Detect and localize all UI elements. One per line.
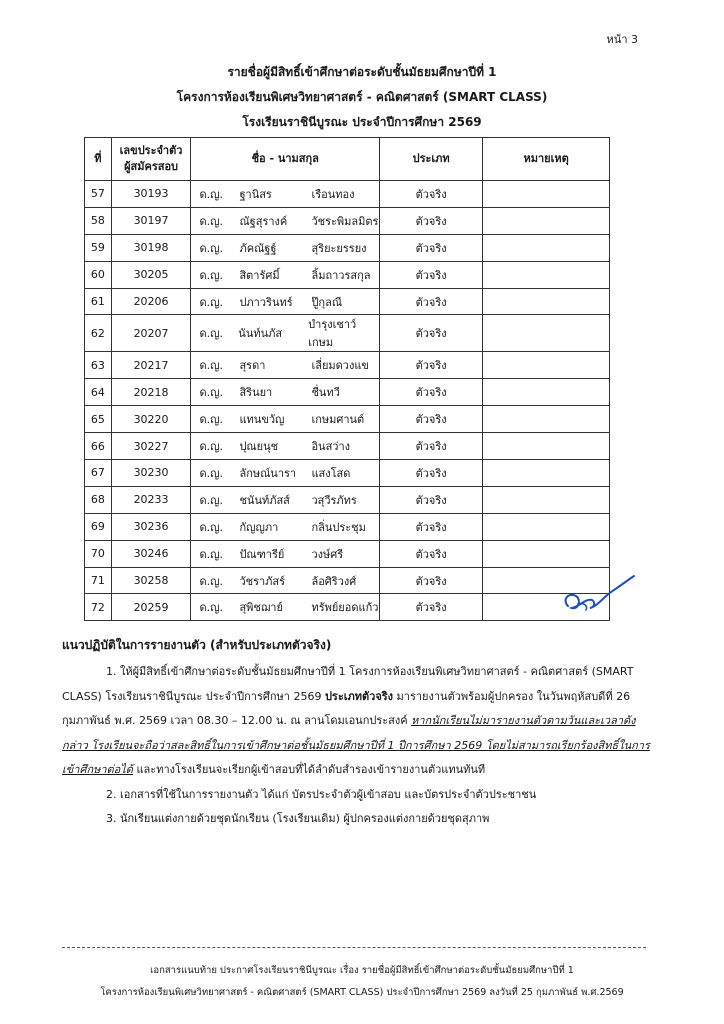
- footer-line-2: โครงการห้องเรียนพิเศษวิทยาศาสตร์ - คณิตศาสตร์ (SMART CLASS) ประจำปีการศึกษา 2569 ลงวันที่ 25 กุมภาพันธ์ พ.ศ.2569: [100, 987, 624, 998]
- table-header-row: [85, 138, 610, 181]
- cell-type: ตัวจริง: [380, 234, 483, 261]
- cell-applicant-id: 20206: [111, 288, 191, 315]
- cell-applicant-id: 20217: [111, 352, 191, 379]
- guideline-1-bold: ประเภทตัวจริง: [324, 689, 394, 703]
- table-row: [85, 315, 610, 352]
- cell-type: ตัวจริง: [380, 352, 483, 379]
- first-name: สิตารัศมิ์: [239, 268, 280, 282]
- name-prefix: ด.ญ.: [199, 440, 223, 454]
- last-name: กลิ่นประชุม: [311, 520, 366, 534]
- cell-applicant-id: 30193: [111, 181, 191, 208]
- last-name: ทรัพย์ยอดแก้ว: [311, 601, 379, 615]
- first-name: ณัฐสุรางค์: [239, 214, 288, 228]
- cell-type: ตัวจริง: [380, 288, 483, 315]
- cell-applicant-id: 30205: [111, 261, 191, 288]
- last-name: วัชระพิมลมิตร: [311, 214, 379, 228]
- first-name: กัญญภา: [239, 520, 279, 534]
- guideline-item-1: [62, 660, 654, 783]
- table-row: [85, 352, 610, 379]
- roster-body: [85, 181, 610, 621]
- guideline-1-part-c: และทางโรงเรียนจะเรียกผู้เข้าสอบที่ได้ลำดับสำรองเข้ารายงานตัวแทนทันที: [132, 763, 486, 776]
- cell-no: 62: [85, 315, 112, 352]
- cell-note: [483, 207, 610, 234]
- cell-applicant-id: 30236: [111, 513, 191, 540]
- cell-name: [191, 234, 380, 261]
- cell-name: [191, 567, 380, 594]
- cell-no: 59: [85, 234, 112, 261]
- cell-type: ตัวจริง: [380, 486, 483, 513]
- last-name: ล้อศิริวงศ์: [311, 574, 357, 588]
- name-prefix: ด.ญ.: [199, 466, 223, 480]
- table-row: [85, 460, 610, 487]
- title-line-3: โรงเรียนราชินีบูรณะ ประจำปีการศึกษา 2569: [242, 115, 482, 129]
- cell-no: 71: [85, 567, 112, 594]
- cell-no: 68: [85, 486, 112, 513]
- cell-type: ตัวจริง: [380, 406, 483, 433]
- cell-note: [483, 234, 610, 261]
- first-name: ลักษณ์นารา: [239, 466, 297, 480]
- cell-note: [483, 540, 610, 567]
- table-row: [85, 567, 610, 594]
- cell-type: ตัวจริง: [380, 433, 483, 460]
- cell-name: [191, 433, 380, 460]
- cell-no: 63: [85, 352, 112, 379]
- name-prefix: ด.ญ.: [199, 214, 223, 228]
- name-prefix: ด.ญ.: [199, 187, 223, 201]
- cell-no: 58: [85, 207, 112, 234]
- cell-name: [191, 207, 380, 234]
- cell-type: ตัวจริง: [380, 567, 483, 594]
- cell-applicant-id: 30198: [111, 234, 191, 261]
- table-row: [85, 261, 610, 288]
- cell-applicant-id: 30258: [111, 567, 191, 594]
- last-name: เรือนทอง: [311, 187, 355, 201]
- header-name: ชื่อ - นามสกุล: [191, 138, 380, 181]
- first-name: สุรดา: [239, 359, 266, 373]
- table-row: [85, 406, 610, 433]
- first-name: ฐานิสร: [239, 187, 272, 201]
- guideline-item-3: 3. นักเรียนแต่งกายด้วยชุดนักเรียน (โรงเรียนเดิม) ผู้ปกครองแต่งกายด้วยชุดสุภาพ: [106, 812, 490, 825]
- cell-note: [483, 460, 610, 487]
- cell-type: ตัวจริง: [380, 181, 483, 208]
- cell-note: [483, 288, 610, 315]
- page-number: หน้า 3: [606, 33, 638, 46]
- cell-name: [191, 315, 380, 352]
- guidelines-body: [62, 660, 654, 832]
- header-id-line1: เลขประจำตัว: [119, 144, 183, 157]
- cell-note: [483, 379, 610, 406]
- cell-no: 57: [85, 181, 112, 208]
- name-prefix: ด.ญ.: [199, 268, 223, 282]
- table-row: [85, 207, 610, 234]
- table-row: [85, 594, 610, 621]
- cell-name: [191, 513, 380, 540]
- first-name: ภัคณัฐฐ์: [239, 241, 277, 255]
- guideline-1-part-b: มารายงานตัวพร้อมผู้ปกครอง ในวันพฤหัสบดีที่ 26 กุมภาพันธ์ พ.ศ. 2569 เวลา 08.30 – 12.00 น. ณ ลานโดมเอนกประสงค์: [62, 689, 631, 727]
- first-name: แทนขวัญ: [239, 413, 285, 427]
- cell-name: [191, 406, 380, 433]
- cell-name: [191, 486, 380, 513]
- cell-type: ตัวจริง: [380, 379, 483, 406]
- cell-applicant-id: 20233: [111, 486, 191, 513]
- cell-applicant-id: 30197: [111, 207, 191, 234]
- table-row: [85, 288, 610, 315]
- cell-type: ตัวจริง: [380, 594, 483, 621]
- name-prefix: ด.ญ.: [199, 327, 223, 341]
- cell-note: [483, 433, 610, 460]
- cell-applicant-id: 20259: [111, 594, 191, 621]
- name-prefix: ด.ญ.: [199, 413, 223, 427]
- last-name: เลี่ยมดวงแข: [311, 359, 369, 373]
- cell-name: [191, 379, 380, 406]
- first-name: สุพิชฌาย์: [239, 601, 283, 615]
- document-title: [0, 60, 724, 135]
- last-name: เกษมศานต์: [311, 413, 365, 427]
- last-name: บำรุงเชาว์เกษม: [308, 318, 357, 350]
- cell-note: [483, 352, 610, 379]
- first-name: นันท์นภัส: [238, 327, 283, 341]
- footer-divider: [62, 947, 646, 948]
- cell-applicant-id: 30220: [111, 406, 191, 433]
- cell-no: 65: [85, 406, 112, 433]
- header-id: [111, 138, 191, 181]
- footer: [0, 960, 724, 1004]
- guideline-item-2: 2. เอกสารที่ใช้ในการรายงานตัว ได้แก่ บัตรประจำตัวผู้เข้าสอบ และบัตรประจำตัวประชาชน: [106, 787, 537, 801]
- cell-no: 69: [85, 513, 112, 540]
- header-no: ที่: [85, 138, 112, 181]
- guideline-1-part-a: 1. ให้ผู้มีสิทธิ์เข้าศึกษาต่อระดับชั้นมัธยมศึกษาปีที่ 1 โครงการห้องเรียนพิเศษวิทยาศาสตร์ - คณิตศาสตร์ (SMART CLASS) โรงเรียนราชินีบูรณะ ประจำปีการศึกษา 2569: [62, 665, 634, 703]
- table-row: [85, 433, 610, 460]
- last-name: อินสว่าง: [311, 440, 351, 454]
- header-id-line2: ผู้สมัครสอบ: [124, 160, 179, 173]
- cell-no: 70: [85, 540, 112, 567]
- cell-note: [483, 486, 610, 513]
- first-name: ชนันท์ภัสส์: [239, 493, 290, 507]
- table-row: [85, 513, 610, 540]
- header-type: ประเภท: [380, 138, 483, 181]
- cell-name: [191, 460, 380, 487]
- cell-name: [191, 288, 380, 315]
- cell-type: ตัวจริง: [380, 207, 483, 234]
- title-line-2: โครงการห้องเรียนพิเศษวิทยาศาสตร์ - คณิตศาสตร์ (SMART CLASS): [176, 90, 548, 104]
- guidelines-title: แนวปฏิบัติในการรายงานตัว (สำหรับประเภทตัวจริง): [62, 638, 332, 652]
- footer-line-1: เอกสารแนบท้าย ประกาศโรงเรียนราชินีบูรณะ เรื่อง รายชื่อผู้มีสิทธิ์เข้าศึกษาต่อระดับชั้นมัธยมศึกษาปีที่ 1: [150, 965, 574, 976]
- last-name: ลิ้มถาวรสกุล: [311, 268, 371, 282]
- cell-name: [191, 261, 380, 288]
- cell-note: [483, 261, 610, 288]
- cell-applicant-id: 30230: [111, 460, 191, 487]
- cell-name: [191, 181, 380, 208]
- last-name: ปู๊กุลณี: [311, 295, 343, 309]
- cell-name: [191, 352, 380, 379]
- last-name: ชื่นทวี: [311, 386, 340, 400]
- last-name: วงษ์ศรี: [311, 547, 344, 561]
- cell-no: 64: [85, 379, 112, 406]
- name-prefix: ด.ญ.: [199, 574, 223, 588]
- table-row: [85, 486, 610, 513]
- cell-no: 66: [85, 433, 112, 460]
- cell-type: ตัวจริง: [380, 315, 483, 352]
- first-name: วัชราภัสร์: [239, 574, 286, 588]
- cell-no: 67: [85, 460, 112, 487]
- first-name: ปัณฑารีย์: [239, 547, 285, 561]
- roster-table: [84, 137, 610, 621]
- cell-applicant-id: 20218: [111, 379, 191, 406]
- cell-applicant-id: 30246: [111, 540, 191, 567]
- cell-type: ตัวจริง: [380, 460, 483, 487]
- table-row: [85, 234, 610, 261]
- cell-type: ตัวจริง: [380, 513, 483, 540]
- guideline-1-warning: หากนักเรียนไม่มารายงานตัวตามวันและเวลาดังกล่าว โรงเรียนจะถือว่าสละสิทธิ์ในการเข้าศึกษาต่อชั้นมัธยมศึกษาปีที่ 1 ปีการศึกษา 2569 โดยไม่สามารถเรียกร้องสิทธิ์ในการเข้าศึกษาต่อได้: [62, 714, 650, 776]
- table-row: [85, 181, 610, 208]
- cell-type: ตัวจริง: [380, 540, 483, 567]
- name-prefix: ด.ญ.: [199, 520, 223, 534]
- last-name: สุริยะยรรยง: [311, 241, 367, 255]
- cell-name: [191, 594, 380, 621]
- cell-applicant-id: 20207: [111, 315, 191, 352]
- cell-note: [483, 513, 610, 540]
- header-note: หมายเหตุ: [483, 138, 610, 181]
- cell-note: [483, 406, 610, 433]
- name-prefix: ด.ญ.: [199, 386, 223, 400]
- cell-no: 61: [85, 288, 112, 315]
- cell-note: [483, 315, 610, 352]
- last-name: แสงโสด: [311, 466, 351, 480]
- table-row: [85, 379, 610, 406]
- name-prefix: ด.ญ.: [199, 493, 223, 507]
- last-name: วสุวีรภัทร: [311, 493, 357, 507]
- table-row: [85, 540, 610, 567]
- cell-name: [191, 540, 380, 567]
- signature: [558, 570, 638, 620]
- name-prefix: ด.ญ.: [199, 547, 223, 561]
- cell-type: ตัวจริง: [380, 261, 483, 288]
- first-name: ปุณยนุช: [239, 440, 279, 454]
- name-prefix: ด.ญ.: [199, 241, 223, 255]
- cell-no: 60: [85, 261, 112, 288]
- title-line-1: รายชื่อผู้มีสิทธิ์เข้าศึกษาต่อระดับชั้นมัธยมศึกษาปีที่ 1: [227, 65, 497, 79]
- cell-applicant-id: 30227: [111, 433, 191, 460]
- name-prefix: ด.ญ.: [199, 601, 223, 615]
- name-prefix: ด.ญ.: [199, 295, 223, 309]
- name-prefix: ด.ญ.: [199, 359, 223, 373]
- cell-note: [483, 181, 610, 208]
- cell-no: 72: [85, 594, 112, 621]
- first-name: สิรินยา: [239, 386, 273, 400]
- first-name: ปภาวรินทร์: [239, 295, 293, 309]
